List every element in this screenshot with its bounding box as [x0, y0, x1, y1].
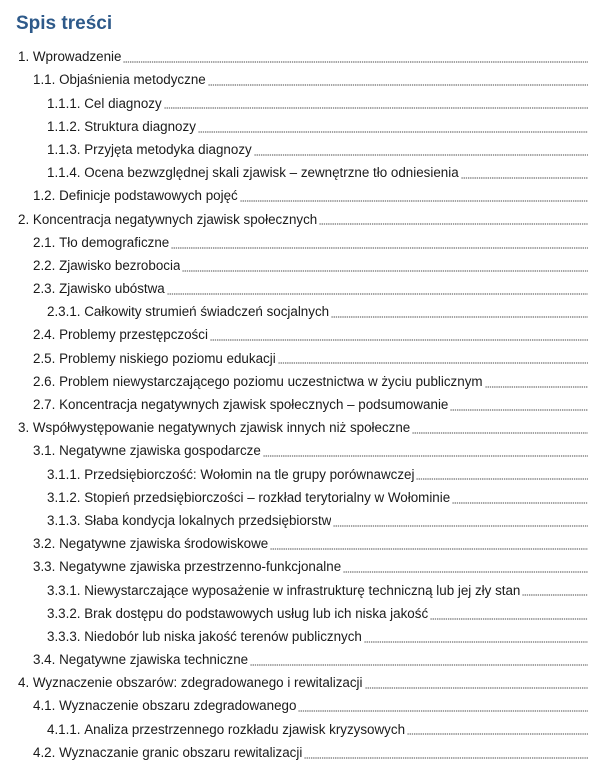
toc-entry-text: Problemy niskiego poziomu edukacji	[59, 350, 276, 366]
toc-entry-level-3[interactable]	[0, 714, 590, 737]
toc-entry-text: Wyznaczenie obszaru zdegradowanego	[59, 698, 297, 714]
toc-entry-text: Negatywne zjawiska środowiskowe	[59, 536, 269, 552]
dot-leader	[522, 583, 588, 597]
toc-entry-number: 4.	[18, 675, 30, 691]
toc-entry-number: 4.2.	[33, 744, 56, 760]
toc-entry-level-2[interactable]	[0, 738, 590, 761]
dot-leader	[461, 165, 588, 179]
toc-entry-number: 2.7.	[33, 397, 56, 412]
toc-entry-number: 3.4.	[33, 652, 56, 668]
toc-entry-level-3[interactable]	[0, 483, 590, 506]
toc-entry-number: 2.2.	[33, 257, 56, 273]
toc-entry-number: 2.3.1.	[47, 304, 81, 320]
toc-entry-text: Wyznaczanie granic obszaru rewitalizacji	[59, 744, 303, 760]
toc-entry-level-2[interactable]	[0, 691, 590, 714]
toc-entry-text: Cel diagnozy	[84, 95, 162, 111]
toc-entry-level-2[interactable]	[0, 645, 590, 668]
toc-entry-level-3[interactable]	[0, 506, 590, 529]
toc-entry-number: 1.	[18, 49, 30, 65]
toc-entry-text: Zjawisko ubóstwa	[59, 281, 165, 297]
toc-entry-level-1[interactable]	[0, 413, 590, 436]
toc-entry-level-2[interactable]	[0, 436, 590, 459]
toc-entry-text: Niewystarczające wyposażenie w infrastrukturę techniczną lub jej zły stan	[84, 582, 521, 598]
toc-entry-level-3[interactable]	[0, 575, 590, 598]
toc-entry-number: 3.3.3.	[47, 628, 81, 644]
dot-leader	[210, 327, 588, 341]
toc-entry-number: 3.3.	[33, 559, 56, 575]
toc-entry-text: Przedsiębiorczość: Wołomin na tle grupy porównawczej	[84, 466, 415, 482]
dot-leader	[319, 212, 588, 226]
toc-title: Spis treści	[16, 13, 113, 34]
dot-leader	[164, 96, 588, 110]
toc-entry-level-3[interactable]	[0, 88, 590, 111]
toc-entry-level-2[interactable]	[0, 274, 590, 297]
dot-leader	[254, 142, 588, 156]
toc-entry-level-3[interactable]	[0, 599, 590, 622]
toc-entry-text: Stopień przedsiębiorczości – rozkład terytorialny w Wołominie	[84, 489, 451, 505]
dot-leader	[208, 72, 588, 86]
toc-entry-level-3[interactable]	[0, 459, 590, 482]
toc-entry-level-2[interactable]	[0, 367, 590, 390]
toc-entry-text: Współwystępowanie negatywnych zjawisk innych niż społeczne	[32, 420, 411, 436]
toc-entry-text: Całkowity strumień świadczeń socjalnych	[84, 304, 330, 320]
toc-entry-number: 1.1.	[33, 72, 56, 88]
toc-entry-level-2[interactable]	[0, 529, 590, 552]
dot-leader	[450, 397, 588, 411]
toc-entry-text: Brak dostępu do podstawowych usług lub ich niska jakość	[84, 605, 429, 621]
toc-entry-level-1[interactable]	[0, 42, 590, 65]
toc-entry-text: Koncentracja negatywnych zjawisk społecznych – podsumowanie	[59, 397, 449, 412]
toc-entry-text: Ocena bezwzględnej skali zjawisk – zewnętrzne tło odniesienia	[84, 165, 459, 181]
toc-entry-number: 3.1.1.	[47, 466, 81, 482]
toc-entry-text: Analiza przestrzennego rozkładu zjawisk kryzysowych	[84, 721, 406, 737]
dot-leader	[452, 490, 588, 504]
dot-leader	[270, 536, 588, 550]
dot-leader	[304, 745, 588, 759]
dot-leader	[407, 722, 588, 736]
dot-leader	[167, 281, 588, 295]
toc-entry-number: 1.1.1.	[47, 95, 81, 111]
toc-entry-level-1[interactable]	[0, 668, 590, 691]
toc-entry-text: Zjawisko bezrobocia	[59, 257, 181, 273]
dot-leader	[333, 513, 588, 527]
toc-entry-text: Wyznaczenie obszarów: zdegradowanego i rewitalizacji	[32, 675, 363, 691]
toc-entry-number: 1.1.2.	[47, 118, 81, 134]
toc-entry-text: Niedobór lub niska jakość terenów publicznych	[84, 628, 362, 644]
toc-entry-text: Negatywne zjawiska gospodarcze	[59, 443, 261, 459]
toc-entry-number: 3.1.3.	[47, 512, 81, 528]
toc-entry-number: 2.3.	[33, 281, 56, 297]
toc-entry-level-2[interactable]	[0, 181, 590, 204]
toc-entry-number: 4.1.	[33, 698, 56, 714]
toc-entry-text: Negatywne zjawiska przestrzenno-funkcjonalne	[59, 559, 342, 575]
toc-entry-number: 2.	[18, 211, 30, 227]
dot-leader	[343, 559, 588, 573]
toc-entry-number: 4.1.1.	[47, 721, 81, 737]
toc-entry-number: 3.3.2.	[47, 605, 81, 621]
toc-entry-number: 3.2.	[33, 536, 56, 552]
toc-entry-level-2[interactable]	[0, 390, 590, 413]
toc-list	[0, 42, 590, 761]
toc-entry-level-3[interactable]	[0, 112, 590, 135]
dot-leader	[123, 49, 588, 63]
dot-leader	[298, 698, 588, 712]
dot-leader	[365, 675, 588, 689]
toc-entry-level-2[interactable]	[0, 251, 590, 274]
toc-entry-number: 2.5.	[33, 350, 56, 366]
toc-entry-number: 3.1.	[33, 443, 56, 459]
dot-leader	[430, 606, 588, 620]
toc-entry-number: 3.3.1.	[47, 582, 81, 598]
toc-entry-text: Wprowadzenie	[32, 49, 122, 65]
toc-entry-text: Słaba kondycja lokalnych przedsiębiorstw	[84, 512, 332, 528]
toc-entry-text: Tło demograficzne	[59, 234, 170, 250]
toc-entry-number: 2.6.	[33, 373, 56, 389]
dot-leader	[198, 119, 588, 133]
dot-leader	[416, 467, 588, 481]
toc-entry-level-3[interactable]	[0, 297, 590, 320]
dot-leader	[331, 304, 588, 318]
toc-entry-level-2[interactable]	[0, 552, 590, 575]
toc-entry-level-2[interactable]	[0, 320, 590, 343]
dot-leader	[364, 629, 588, 643]
toc-entry-number: 2.4.	[33, 327, 56, 343]
toc-entry-level-3[interactable]	[0, 135, 590, 158]
dot-leader	[240, 188, 588, 202]
dot-leader	[250, 652, 588, 666]
toc-entry-number: 3.	[18, 420, 30, 436]
toc-entry-text: Objaśnienia metodyczne	[59, 72, 206, 88]
dot-leader	[182, 258, 588, 272]
dot-leader	[263, 443, 588, 457]
toc-entry-number: 2.1.	[33, 234, 56, 250]
dot-leader	[278, 351, 588, 365]
toc-entry-text: Koncentracja negatywnych zjawisk społecznych	[32, 211, 318, 227]
toc-entry-level-3[interactable]	[0, 622, 590, 645]
toc-entry-number: 1.2.	[33, 188, 56, 204]
toc-entry-level-2[interactable]	[0, 343, 590, 366]
toc-entry-level-2[interactable]	[0, 65, 590, 88]
toc-entry-text: Struktura diagnozy	[84, 118, 196, 134]
toc-entry-text: Problemy przestępczości	[59, 327, 208, 343]
toc-entry-text: Negatywne zjawiska techniczne	[59, 652, 249, 668]
toc-entry-text: Przyjęta metodyka diagnozy	[84, 141, 252, 157]
toc-entry-level-3[interactable]	[0, 158, 590, 181]
dot-leader	[171, 235, 588, 249]
toc-entry-text: Problem niewystarczającego poziomu uczestnictwa w życiu publicznym	[59, 373, 483, 389]
toc-entry-number: 1.1.3.	[47, 141, 81, 157]
dot-leader	[485, 374, 588, 388]
dot-leader	[412, 420, 588, 434]
toc-entry-number: 1.1.4.	[47, 165, 81, 181]
toc-entry-text: Definicje podstawowych pojęć	[59, 188, 238, 204]
toc-entry-level-1[interactable]	[0, 204, 590, 227]
toc-entry-number: 3.1.2.	[47, 489, 81, 505]
toc-entry-level-2[interactable]	[0, 228, 590, 251]
